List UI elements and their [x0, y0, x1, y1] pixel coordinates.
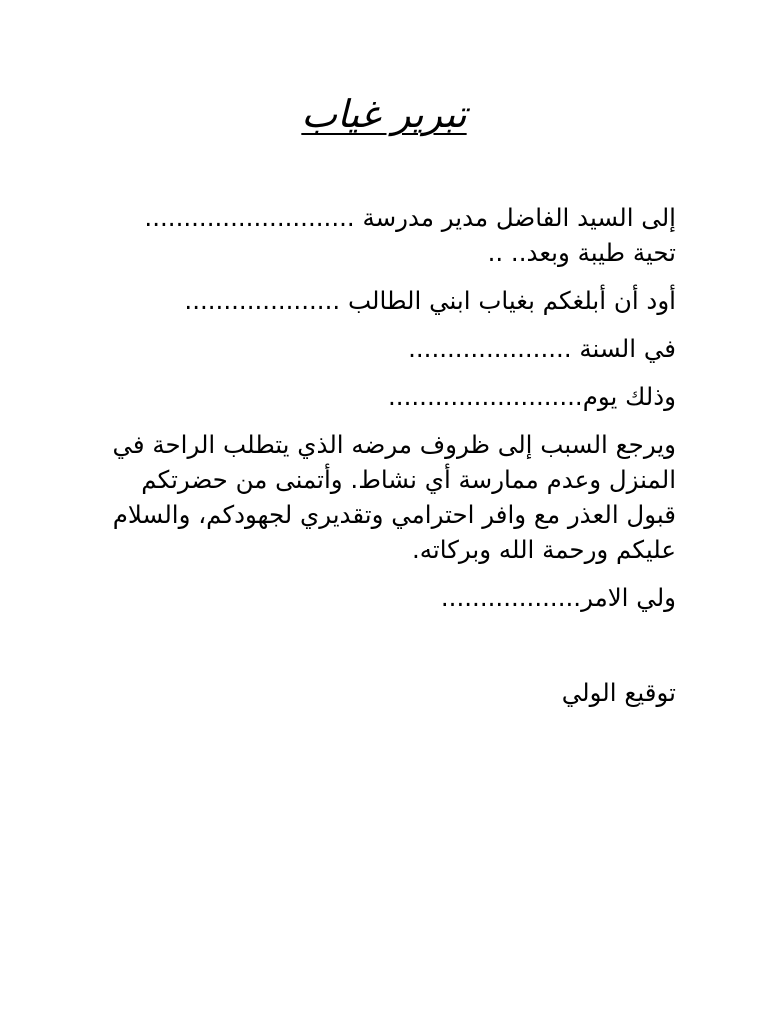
guardian-signature: توقيع الولي [561, 678, 676, 707]
document-title: تبرير غياب [301, 92, 467, 136]
student-paragraph: أود أن أبلغكم بغياب ابني الطالب .................... [184, 286, 676, 315]
letter-body [96, 200, 676, 723]
year-paragraph: في السنة ..................... [408, 334, 676, 363]
guardian-paragraph: ولي الامر.................. [440, 583, 676, 612]
reason-paragraph: ويرجع السبب إلى ظروف مرضه الذي يتطلب الراحة في المنزل وعدم ممارسة أي نشاط. وأتمنى من حضرتكم قبول العذر مع وافر احترامي وتقديري لجهودكم، والسلام عليكم ورحمة الله وبركاته. [112, 430, 676, 564]
day-paragraph: وذلك يوم......................... [388, 382, 676, 411]
addressee-paragraph: إلى السيد الفاضل مدير مدرسة ........................... تحية طيبة وبعد.. .. [144, 203, 676, 267]
